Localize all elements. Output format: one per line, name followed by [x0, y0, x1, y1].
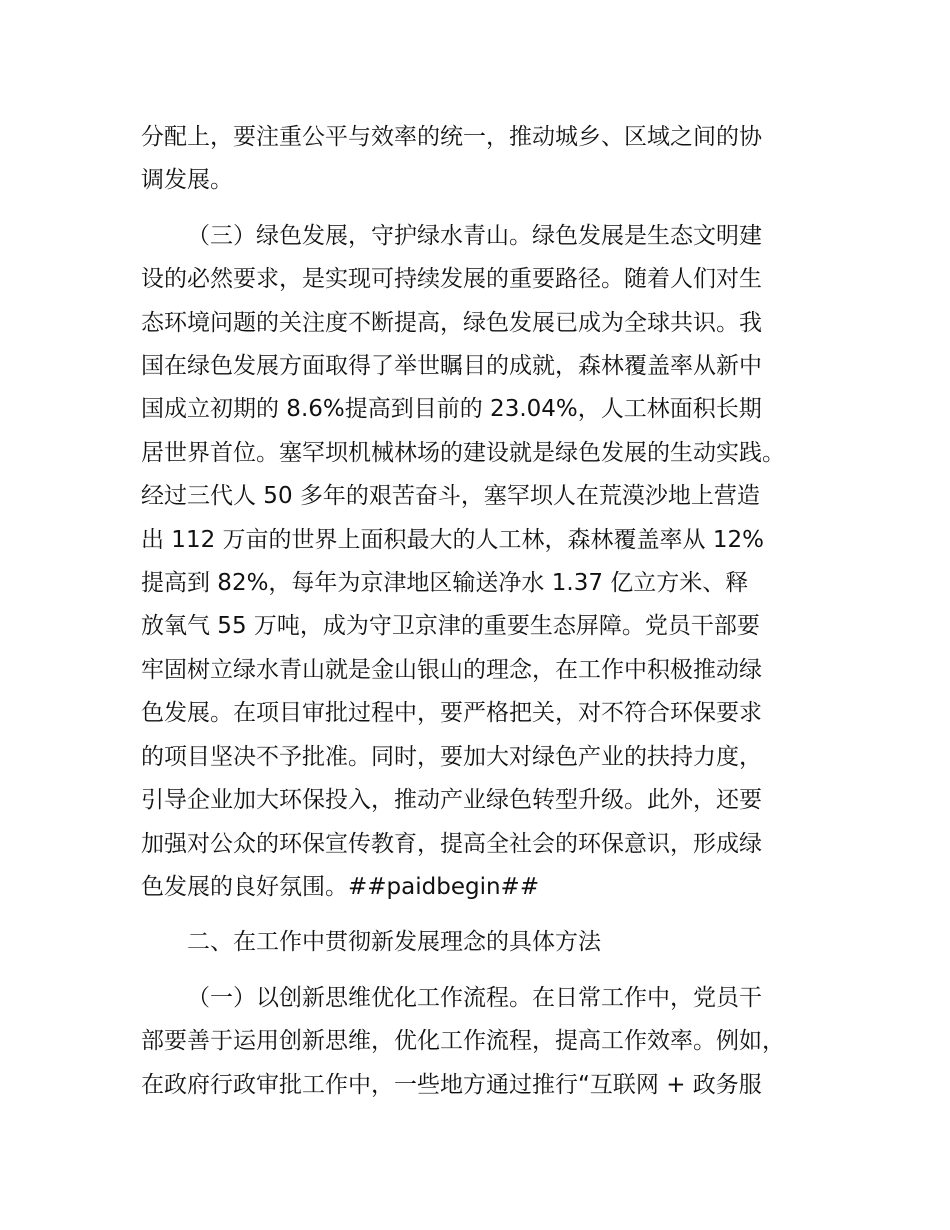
text-line: 放氧气 55 万吨，成为守卫京津的重要生态屏障。党员干部要	[141, 613, 760, 640]
paragraph-innovation-workflow	[141, 977, 841, 1107]
text-line: 居世界首位。塞罕坝机械林场的建设就是绿色发展的生动实践。	[141, 439, 785, 466]
text-line: 分配上，要注重公平与效率的统一，推动城乡、区域之间的协	[141, 124, 762, 150]
text-line: 的项目坚决不予批准。同时，要加大对绿色产业的扶持力度，	[141, 743, 762, 770]
text-line: 引导企业加大环保投入，推动产业绿色转型升级。此外，还要	[141, 787, 762, 814]
text-line: 色发展的良好氛围。##paidbegin##	[141, 873, 540, 900]
text-line: 调发展。	[141, 167, 233, 194]
text-line: 国在绿色发展方面取得了举世瞩目的成就，森林覆盖率从新中	[141, 353, 762, 380]
text-line: 态环境问题的关注度不断提高，绿色发展已成为全球共识。我	[141, 309, 762, 336]
text-line: 设的必然要求，是实现可持续发展的重要路径。随着人们对生	[141, 266, 762, 293]
text-line: 部要善于运用创新思维，优化工作流程，提高工作效率。例如，	[141, 1028, 785, 1055]
document-body	[141, 116, 841, 1107]
paragraph-green-development	[141, 215, 841, 910]
text-line: 经过三代人 50 多年的艰苦奋斗，塞罕坝人在荒漠沙地上营造	[141, 483, 760, 510]
heading-line: 二、在工作中贯彻新发展理念的具体方法	[187, 929, 601, 956]
text-line: 提高到 82%，每年为京津地区输送净水 1.37 亿立方米、释	[141, 570, 749, 597]
section-heading-methods	[141, 921, 841, 964]
paragraph-continuation	[141, 116, 841, 203]
text-line: 出 112 万亩的世界上面积最大的人工林，森林覆盖率从 12%	[141, 526, 764, 553]
text-line: 牢固树立绿水青山就是金山银山的理念，在工作中积极推动绿	[141, 656, 762, 683]
text-line: （三）绿色发展，守护绿水青山。绿色发展是生态文明建	[187, 222, 762, 249]
text-line: （一）以创新思维优化工作流程。在日常工作中，党员干	[187, 984, 762, 1011]
text-line: 国成立初期的 8.6%提高到目前的 23.04%，人工林面积长期	[141, 396, 762, 423]
text-line: 在政府行政审批工作中，一些地方通过推行“互联网 + 政务服	[141, 1071, 762, 1098]
text-line: 加强对公众的环保宣传教育，提高全社会的环保意识，形成绿	[141, 830, 762, 857]
text-line: 色发展。在项目审批过程中，要严格把关，对不符合环保要求	[141, 700, 762, 727]
